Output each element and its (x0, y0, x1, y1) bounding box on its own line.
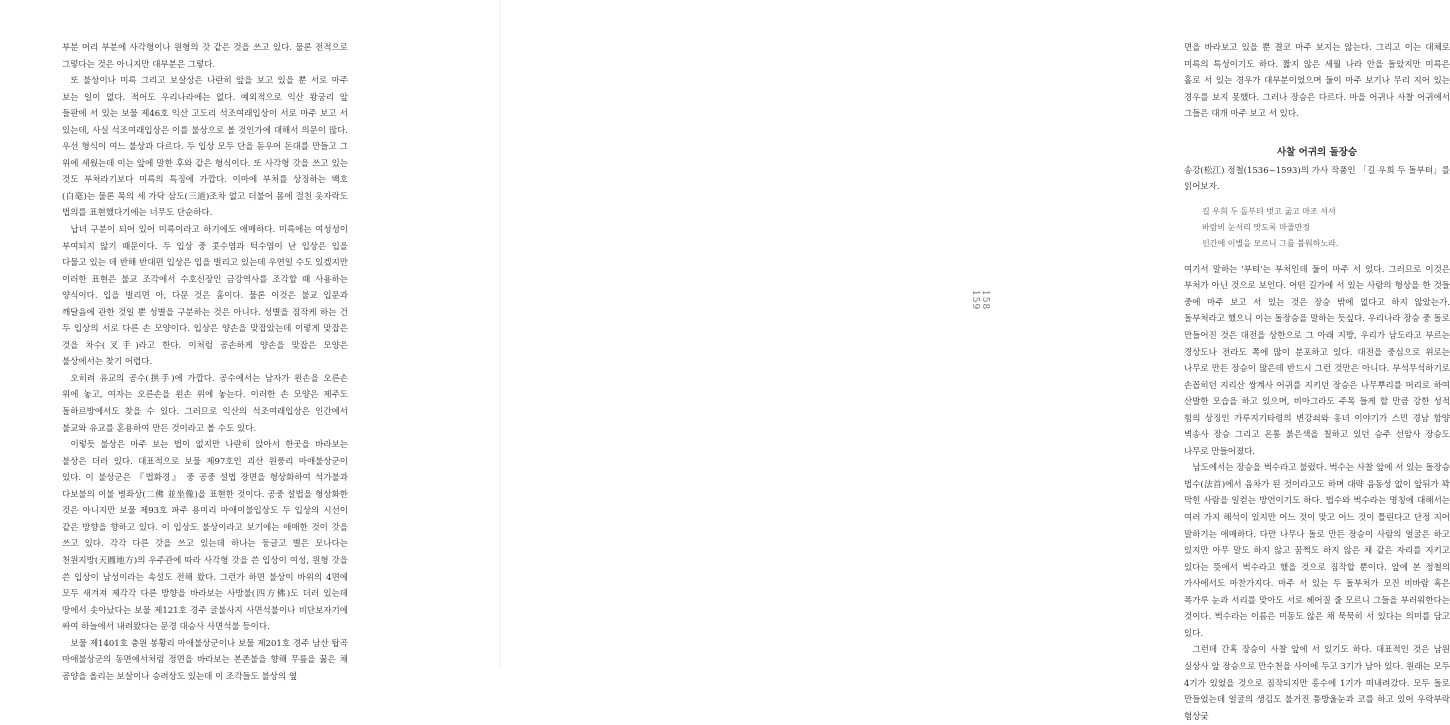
body-paragraph: 부분 머리 부분에 사각형이나 원형의 갓 같은 것을 쓰고 있다. 물론 전적으로 그렇다는 것은 아니지만 대부분은 그렇다. (62, 43, 348, 70)
body-paragraph: 그런데 간혹 장승이 사찰 앞에 서 있기도 하다. 대표적인 것은 남원 실상사 앞 장승으로 만수천을 사이에 두고 3기가 남아 있다. 원래는 모두 4기가 있었을 것으로 짐작되지만 홍수에 1기가 떠내려갔다. 모두 돌로 만들었는데 얼굴의 생김도 불거진 퉁방울눈과 코를 하고 있어 우락부락 험상궂 (1184, 645, 1450, 722)
right-page (500, 0, 1450, 722)
poem-line: 바람비 눈서리 맛도록 마줄만정 (1202, 222, 1311, 232)
left-text-column (62, 40, 348, 685)
body-paragraph: 여기서 말하는 '부텨'는 부처인데 둘이 마주 서 있다. 그러므로 이것은 부처가 아닌 것으로 보인다. 어떤 길가에 서 있는 사람의 형상을 한 것들 중에 마주 보고 서 있는 것은 장승 밖에 없다고 하지 않았는가. 돌부처라고 했으니 이는 돌장승을 말하는 듯싶다. 우리나라 장승 중 돌로 만들어진 것은 대전을 상한으로 그 아래 지방, 우리가 남도라고 부르는 경상도나 전라도 쪽에 많이 분포하고 있다. 대전을 중심으로 위로는 나무로 만든 장승이 많은데 반드시 그런 것만은 아니다. 부석무석하기로 손꼽히던 지리산 쌍계사 어귀를 지키던 장승은 나무뿌리를 머리로 하여 산발한 모습을 하고 있으며, 비아그라도 주목 들게 할 만큼 강한 성적 힘의 상징인 가루지기타령의 변강쇠와 옹녀 이야기가 스민 경남 함양 벽송사 장승 그리고 온통 붉은색을 칠하고 있던 승주 선암사 장승도 나무로 만들어졌다. (1184, 264, 1450, 457)
poem-line: 길 우희 두 돌부텨 벗고 굶고 마조 셔셔 (1202, 206, 1336, 216)
left-page (0, 0, 500, 682)
page-number-left: 158 (980, 290, 990, 311)
body-paragraph: 또 불상이나 미륵 그리고 보살상은 나란히 앞을 보고 있을 뿐 서로 마주 보는 일이 없다. 적어도 우리나라에는 없다. 예외적으로 익산 왕궁리 앞 들판에 서 있는 보물 제46호 익산 고도리 석조여래입상이 서로 마주 보고 서 있는데, 사실 석조여래입상은 이를 불상으로 볼 것인가에 대해서 의문이 많다. 우선 형식이 여느 불상과 다르다. 두 입상 모두 단을 돋우어 돈대를 만들고 그 위에 세웠는데 이는 앞에 말한 후와 같은 형식이다. 또 사각형 갓을 쓰고 있는 것도 부처라기보다 미륵의 특징에 가깝다. 이마에 부처를 상징하는 백호(白毫)는 물론 목의 세 가닥 삼도(三道)조차 없고 더불어 몸에 걸친 옷자락도 법의를 표현했다기에는 너무도 단순하다. (62, 76, 348, 219)
section-heading: 사찰 어귀의 돌장승 (1276, 146, 1358, 158)
section-intro: 송강(松江) 정철(1536~1593)의 가사 작품인 「길 우희 두 돌부텨」를 읽어보자. (1184, 165, 1450, 193)
body-paragraph: 남도에서는 장승을 벅수라고 불렀다. 벅수는 사찰 앞에 서 있는 돌장승 법수(法首)에서 음차가 된 것이라고도 하며 대략 음동성 없이 앞뒤가 꽉 막힌 사람을 일컫는 방언이기도 하다. 법수와 벅수라는 명칭에 대해서는 여러 가지 해석이 있지만 어느 것이 맞고 어느 것이 틀린다고 단정 지어 말하기는 애매하다. 다만 나무나 돌로 만든 장승이 사람의 얼굴은 하고 있지만 아무 말도 하지 않고 꿈쩍도 하지 않은 채 같은 자리를 지키고 있다는 뜻에서 벅수라고 했을 것으로 짐작할 뿐이다. 앞에 본 정철의 가사에서도 마찬가지다. 마주 서 있는 두 돌부처가 모진 비바람 혹은 폭가루 눈과 서리를 맞아도 서로 헤어질 줄 모르니 그들을 부러워한다는 것이다. 벅수라는 이름은 미동도 않은 채 묵묵히 서 있다는 의미를 담고 있다. (1184, 463, 1450, 639)
body-paragraph: 보물 제1401호 충원 봉황리 마애불상군이나 보물 제201호 경주 남산 탑곡 마애불상군의 동면에서처럼 정면을 바라보는 본존불을 향해 무릎을 꿇은 채 공양을 올리는 보살이나 승려상도 있는데 이 조각들도 불상의 옆 (62, 638, 348, 682)
body-paragraph: 납녀 구분이 되어 있어 미륵이라고 하기에도 애매하다. 미륵에는 여성성이 부여되지 않기 때문이다. 두 입상 중 콧수염과 턱수염이 난 입상은 입을 다물고 있는 데 반해 반대편 입상은 입을 벌리고 있는데 우연일 수도 있겠지만 이러한 표현은 불교 조각에서 수호신장인 금강역사를 조각할 때 사용하는 양식이다. 입을 벌리면 아, 다문 것은 훔이다. 물론 이것은 불교 입문과 깨달음에 관한 것일 뿐 성별을 구분하는 것은 아니다. 성별을 짐작케 하는 건 두 입상의 서로 다른 손 모양이다. 입상은 양손을 맞잡았는데 이렇게 맞잡은 것을 차수(叉手)라고 한다. 이처럼 공손하게 양손을 맞잡은 모양은 불상에서는 찾기 어렵다. (62, 225, 348, 368)
page-number-right: 159 (970, 290, 980, 311)
poem-line: 인간에 이별을 모르니 그를 불워하노라. (1202, 238, 1339, 248)
body-paragraph: 오히려 유교의 공수(拱手)에 가깝다. 공수에서는 남자가 왼손을 오른손 위에 놓고, 여자는 오른손을 왼손 위에 놓는다. 이러한 손 모양은 제주도 돌하르방에서도 찾을 수 있다. 그러므로 익산의 석조여래입상은 인간에서 불교와 유교를 혼용하여 만든 것이라고 볼 수도 있다. (62, 373, 348, 434)
poem-quote (1202, 204, 1450, 252)
body-paragraph: 이렇듯 불상은 마주 보는 법이 없지만 나란히 앉아서 한곳을 바라보는 불상은 더러 있다. 대표적으로 보물 제97호인 괴산 원풍리 마애불상군이 있다. 이 불상군은 『법화경』 중 공중 설법 장면을 형상화하여 석가불과 다보불의 이불 병좌상(二佛 並坐像)을 표현한 것이다. 공중 설법을 형상화한 것은 아니지만 보물 제93호 파주 용미리 마애이불입상도 두 입상의 시선이 같은 방향을 향하고 있다. 이 입상도 불상이라고 보기에는 애매한 것이 갓을 쓰고 있다. 각각 다른 갓을 쓰고 있는데 하나는 둥글고 별은 모나다는 천원지방(天圓地方)의 우주관에 따라 사각형 갓을 쓴 입상이 여성, 원형 갓을 쓴 입상이 남성이라는 속설도 전해 왔다. 그런가 하면 불상이 바위의 4면에 모두 새겨져 제각각 다른 방향을 바라보는 사방불(四方佛)도 더러 있는데 땅에서 솟아났다는 보물 제121호 경주 굴불사지 사면석불이나 비단보자기에 싸여 하늘에서 내려왔다는 문경 대승사 사면석불 등이다. (62, 440, 348, 633)
right-text-column (1184, 40, 1450, 725)
body-paragraph: 면을 바라보고 있을 뿐 결코 마주 보지는 않는다. 그리고 이는 대체로 미륵의 특성이기도 하다. 짧지 않은 세월 나라 안을 돌았지만 미륵은 홀로 서 있는 경우가 대부분이었으며 둘이 마주 보기나 무리 지어 있는 경우를 보지 못했다. 그러나 장승은 다르다. 마을 어귀나 사찰 어귀에서 그들은 대개 마주 보고 서 있다. (1184, 43, 1450, 120)
page-numbers (970, 290, 990, 320)
